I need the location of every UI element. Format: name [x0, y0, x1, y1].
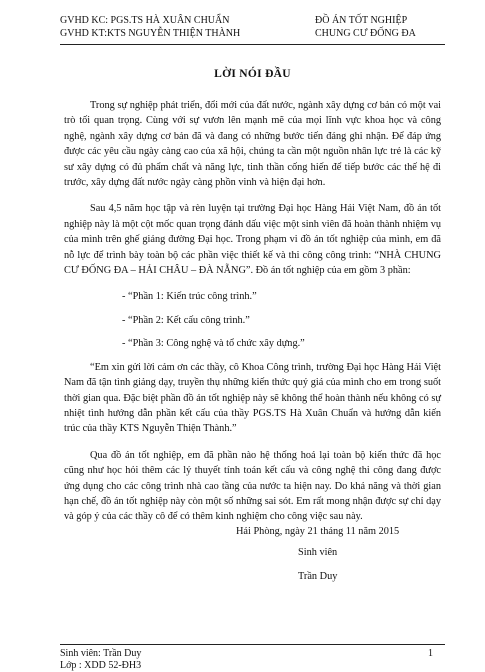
- list-item: - “Phần 1: Kiến trúc công trình.”: [122, 291, 257, 303]
- place-date: Hải Phòng, ngày 21 tháng 11 năm 2015: [236, 526, 400, 537]
- header-advisor-architecture: GVHD KT:KTS NGUYỄN THIỆN THÀNH: [60, 28, 241, 39]
- signer-name: Trần Duy: [298, 570, 338, 582]
- parts-list: [64, 289, 441, 351]
- header-divider: [60, 44, 445, 45]
- paragraph: Qua đồ án tốt nghiệp, em đã phần nào hệ thống hoá lại toàn bộ kiến thức đã học cũng như học hỏi thêm các lý thuyết tính toán kết cấu và công nghệ thi công đang được ứng dụng cho các công trình nhà cao tầng của nước ta hiện nay. Do khả năng và thời gian hạn chế, đồ án tốt nghiệp này còn một số những sai sót. Em rất mong nhận được sự chỉ dạy và góp ý của các thầy cô để có thêm kinh nghiệm cho công việc sau này.: [64, 449, 441, 523]
- header-project-type: ĐỒ ÁN TỐT NGHIỆP: [315, 15, 408, 26]
- list-item: - “Phần 2: Kết cấu công trình.”: [122, 314, 250, 326]
- footer-student: Sinh viên: Trần Duy: [60, 648, 142, 659]
- list-item: - “Phần 3: Công nghệ và tổ chức xây dựng.”: [122, 338, 305, 350]
- paragraph: Trong sự nghiệp phát triển, đổi mới của đất nước, ngành xây dựng cơ bản có một vai trò tối quan trọng. Cùng với sự vươn lên mạnh mẽ của mọi lĩnh vực khoa học và công nghệ, ngành xây dựng cơ bản đã và đang có những bước tiến đáng ghi nhận. Để đáp ứng được các yêu cầu ngày càng cao của xã hội, chúng ta cần một nguồn nhân lực trẻ là các kỹ sư xây dựng có đủ phẩm chất và năng lực, tinh thần cống hiến để tiếp bước các thế hệ đi trước, xây dựng đất nước ngày càng phồn vinh và hiện đại hơn.: [64, 100, 441, 189]
- paragraph: “Em xin gửi lời cảm ơn các thầy, cô Khoa Công trình, trường Đại học Hàng Hải Việt Nam đã tận tình giảng dạy, truyền thụ những kiến thức quý giá của mình cho em trong suốt thời gian qua. Đặc biệt phần đồ án tốt nghiệp này sẽ không thể hoàn thành nếu không có sự nhiệt tình hướng dẫn phần kết cấu của thầy PGS.TS Hà Xuân Chuẩn và hướng dẫn kiến trúc của thầy KTS Nguyễn Thiện Thành.”: [64, 361, 441, 435]
- paragraph: Sau 4,5 năm học tập và rèn luyện tại trường Đại học Hàng Hải Việt Nam, đồ án tốt nghiệp này là một cột mốc quan trọng đánh dấu việc một sinh viên đã hoàn thành nhiệm vụ của mình trên ghế giảng đường Đại học. Trong phạm vi đồ án tốt nghiệp của mình, em đã nỗ lực để trình bày toàn bộ các phần việc thiết kế và thi công công trình: “NHÀ CHUNG CƯ ĐỐNG ĐA – HẢI CHÂU – ĐÀ NẴNG”. Đồ án tốt nghiệp của em gồm 3 phần:: [64, 203, 441, 277]
- signature-block: [236, 524, 399, 584]
- page-footer: [60, 648, 445, 672]
- document-body: [64, 98, 441, 536]
- header-project-name: CHUNG CƯ ĐỐNG ĐA: [315, 28, 416, 39]
- page-header: [60, 14, 445, 40]
- page-number: 1: [428, 648, 433, 659]
- signer-role: Sinh viên: [298, 547, 338, 559]
- footer-divider: [60, 644, 445, 645]
- header-advisor-structure: GVHD KC: PGS.TS HÀ XUÂN CHUẨN: [60, 15, 230, 26]
- footer-class: Lớp : XDD 52-ĐH3: [60, 660, 142, 671]
- page-title: LỜI NÓI ĐẦU: [214, 68, 291, 80]
